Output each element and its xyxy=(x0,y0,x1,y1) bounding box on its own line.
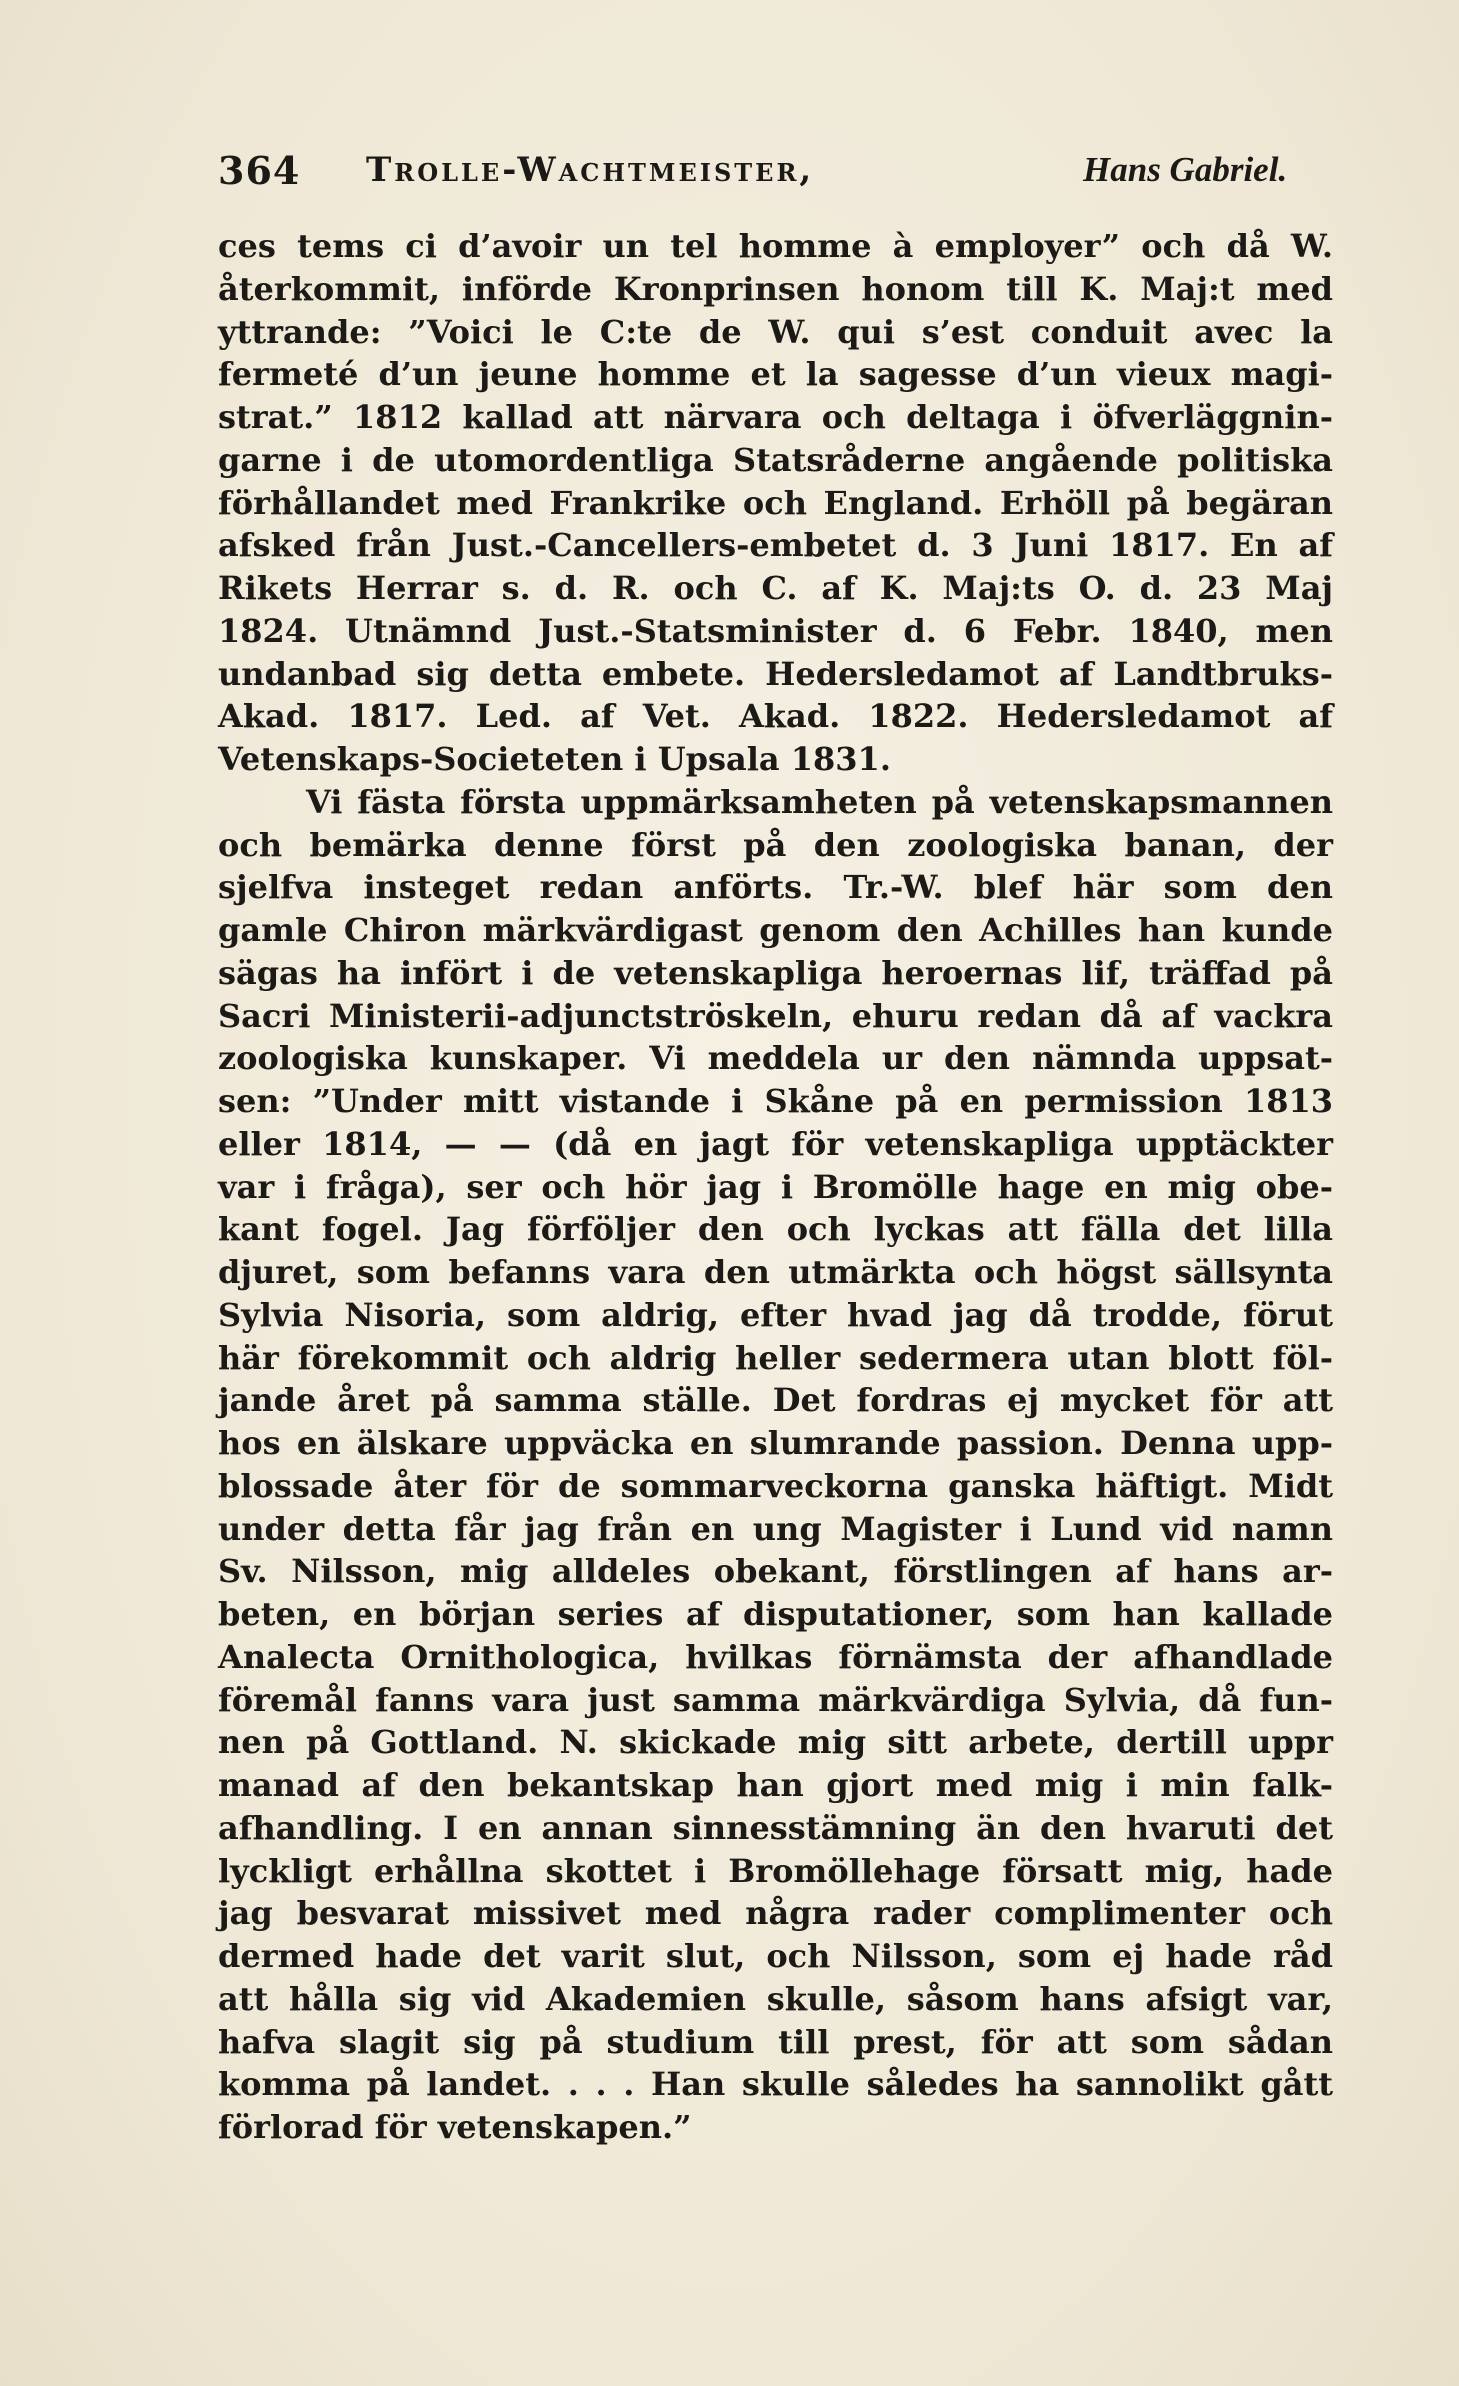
text-line: jande året på samma ställe. Det fordras ej mycket för att xyxy=(218,1381,1333,1420)
text-line: undanbad sig detta embete. Hedersledamot af Landtbruks- xyxy=(218,654,1333,693)
text-line: dermed hade det varit slut, och Nilsson, som ej hade råd xyxy=(218,1937,1333,1975)
text-line: Akad. 1817. Led. af Vet. Akad. 1822. Hedersledamot af xyxy=(218,697,1333,736)
text-line: gamle Chiron märkvärdigast genom den Achilles han kunde xyxy=(218,911,1333,949)
text-line: blossade åter för de sommarveckorna ganska häftigt. Midt xyxy=(218,1466,1333,1505)
text-line: sen: ”Under mitt vistande i Skåne på en permission 1813 xyxy=(218,1082,1333,1120)
text-line: eller 1814, — — (då en jagt för vetenskapliga upptäckter xyxy=(218,1124,1333,1163)
text-line: hafva slagit sig på studium till prest, för att som sådan xyxy=(218,2022,1333,2061)
text-line: komma på landet. . . . Han skulle således ha sannolikt gått xyxy=(218,2065,1333,2104)
text-line: Sv. Nilsson, mig alldeles obekant, förstlingen af hans ar- xyxy=(218,1552,1333,1591)
text-line: sjelfva insteget redan anförts. Tr.-W. blef här som den xyxy=(218,868,1333,907)
text-line: garne i de utomordentliga Statsråderne angående politiska xyxy=(218,440,1333,479)
text-line: Rikets Herrar s. d. R. och C. af K. Maj:ts O. d. 23 Maj xyxy=(218,569,1333,607)
text-line: jag besvarat missivet med några rader complimenter och xyxy=(218,1894,1333,1933)
text-line: föremål fanns vara just samma märkvärdiga Sylvia, då fun- xyxy=(218,1680,1333,1719)
text-line: förlorad för vetenskapen.” xyxy=(218,2108,692,2146)
text-line: afsked från Just.-Cancellers-embetet d. 3 Juni 1817. En af xyxy=(218,526,1333,565)
text-line: hos en älskare uppväcka en slumrande passion. Denna upp- xyxy=(218,1424,1333,1462)
text-line: strat.” 1812 kallad att närvara och deltaga i öfverläggnin- xyxy=(218,398,1333,436)
text-line: Analecta Ornithologica, hvilkas förnämsta der afhandlade xyxy=(218,1637,1333,1676)
text-line: under detta får jag från en ung Magister i Lund vid namn xyxy=(218,1509,1333,1548)
text-line: var i fråga), ser och hör jag i Bromölle hage en mig obe- xyxy=(218,1167,1333,1206)
page-header xyxy=(218,148,1288,208)
text-line: zoologiska kunskaper. Vi meddela ur den nämnda uppsat- xyxy=(218,1039,1333,1078)
text-line: lyckligt erhållna skottet i Bromöllehage försatt mig, hade xyxy=(218,1851,1333,1890)
text-line: kant fogel. Jag förföljer den och lyckas att fälla det lilla xyxy=(218,1210,1333,1249)
text-line: manad af den bekantskap han gjort med mig i min falk- xyxy=(218,1766,1333,1804)
text-line: yttrande: ”Voici le C:te de W. qui s’est conduit avec la xyxy=(218,312,1333,351)
text-line: förhållandet med Frankrike och England. Erhöll på begäran xyxy=(218,483,1333,522)
text-line: nen på Gottland. N. skickade mig sitt arbete, dertill uppr xyxy=(218,1723,1333,1762)
text-line: Vetenskaps-Societeten i Upsala 1831. xyxy=(218,740,891,778)
body-text xyxy=(218,225,1333,2149)
running-title: Trolle-Wachtmeister, xyxy=(366,150,815,190)
text-line: ces tems ci d’avoir un tel homme à employer” och då W. xyxy=(218,227,1333,265)
text-line: Vi fästa första uppmärksamheten på vetenskapsmannen xyxy=(306,782,1333,821)
text-line: beten, en början series af disputationer, som han kallade xyxy=(218,1595,1333,1633)
text-line: sägas ha infört i de vetenskapliga heroernas lif, träffad på xyxy=(218,953,1333,992)
text-line: fermeté d’un jeune homme et la sagesse d’un vieux magi- xyxy=(218,355,1333,394)
text-line: afhandling. I en annan sinnesstämning än den hvaruti det xyxy=(218,1808,1333,1847)
page-number: 364 xyxy=(218,148,301,193)
text-line: Sacri Ministerii-adjunctströskeln, ehuru redan då af vackra xyxy=(218,996,1333,1035)
text-line: 1824. Utnämnd Just.-Statsminister d. 6 Febr. 1840, men xyxy=(218,611,1333,650)
text-line: Sylvia Nisoria, som aldrig, efter hvad jag då trodde, förut xyxy=(218,1295,1333,1334)
text-line: här förekommit och aldrig heller sedermera utan blott föl- xyxy=(218,1338,1333,1377)
text-line: att hålla sig vid Akademien skulle, såsom hans afsigt var, xyxy=(218,1979,1333,2018)
text-line: djuret, som befanns vara den utmärkta och högst sällsynta xyxy=(218,1253,1333,1291)
text-line: återkommit, införde Kronprinsen honom till K. Maj:t med xyxy=(218,269,1333,308)
header-name: Hans Gabriel. xyxy=(1083,150,1288,189)
text-line: och bemärka denne först på den zoologiska banan, der xyxy=(218,825,1333,864)
